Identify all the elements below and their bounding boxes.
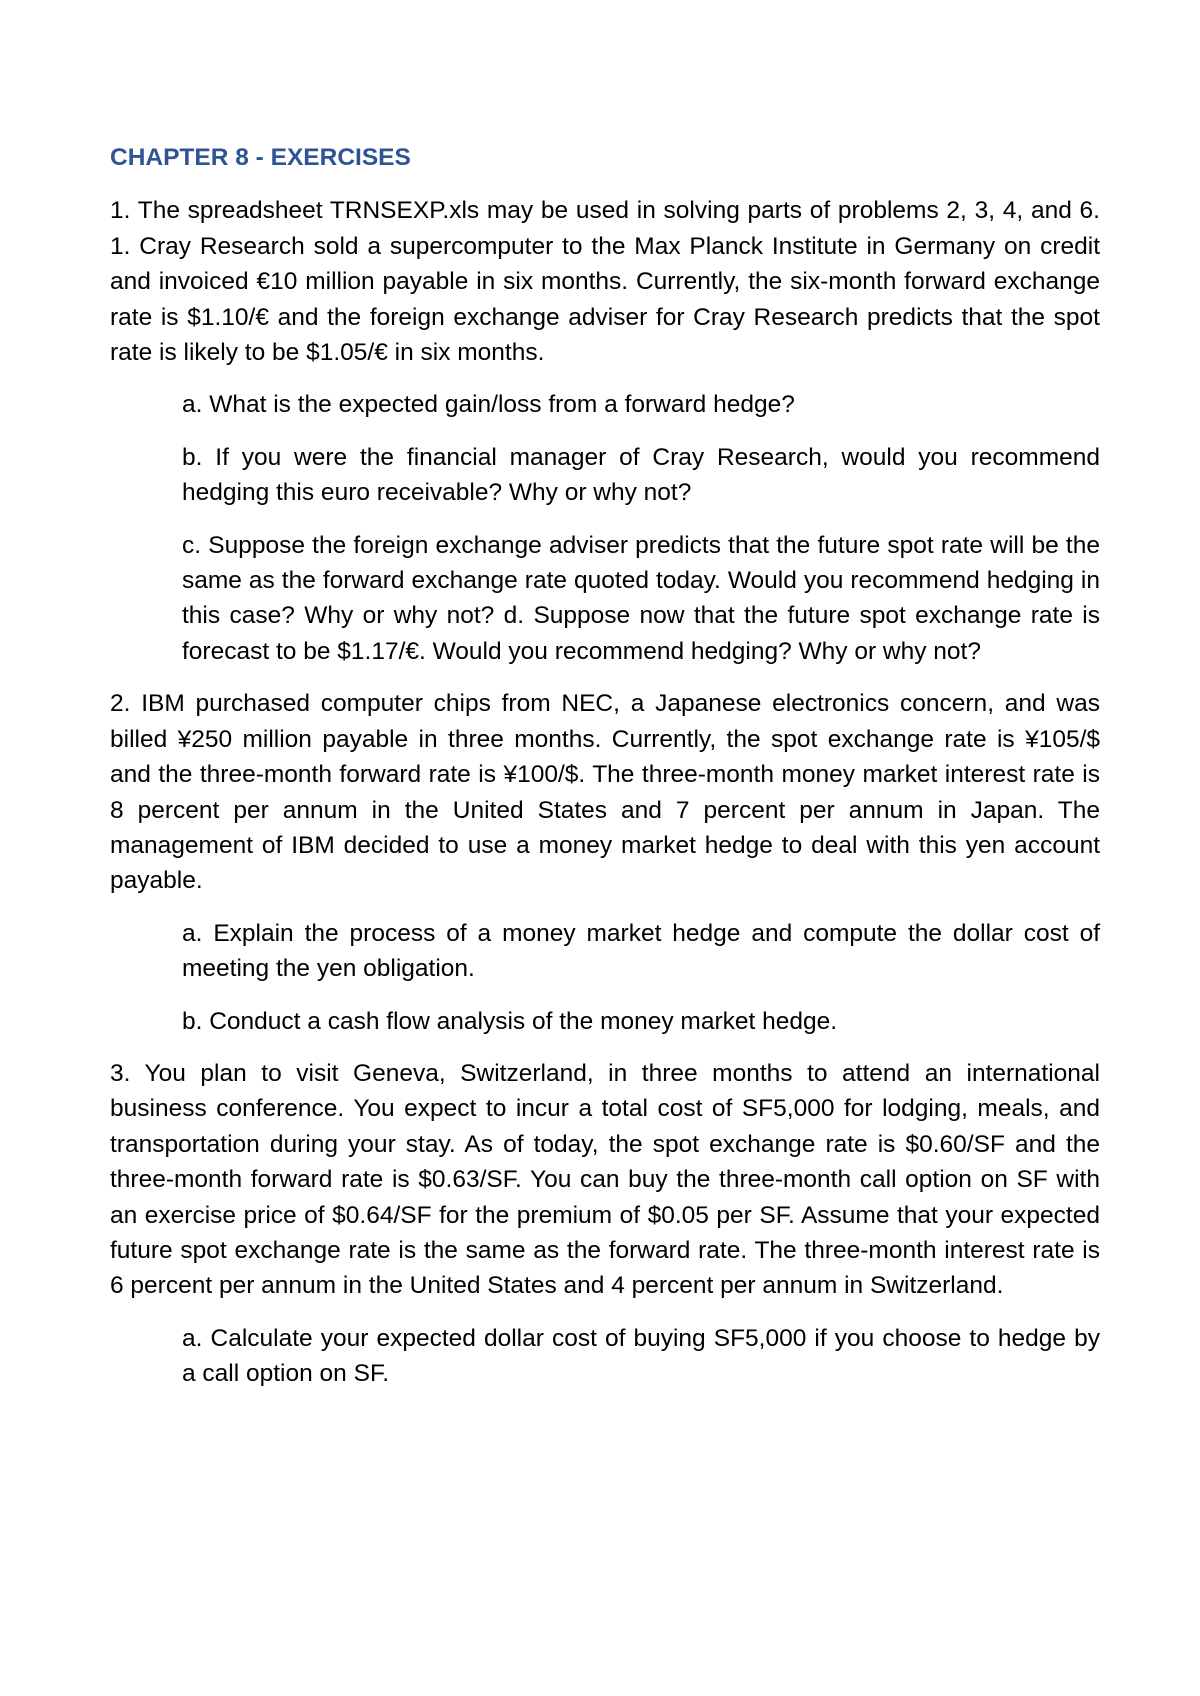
problem-2-part-a: a. Explain the process of a money market hedge and compute the dollar cost of meeting the yen obligation. (182, 919, 1100, 983)
problem-1-part-a: a. What is the expected gain/loss from a forward hedge? (182, 391, 795, 419)
problem-1-text: 1. The spreadsheet TRNSEXP.xls may be used in solving parts of problems 2, 3, 4, and 6. 1. Cray Research sold a supercomputer to the Max Planck Institute in Germany on credit and invoiced €10 million payable in six months. Currently, the six-month forward exchange rate is $1.10/€ and the foreign exchange adviser for Cray Research predicts that the spot rate is likely to be $1.05/€ in six months. (110, 197, 1100, 367)
problem-3-part-a: a. Calculate your expected dollar cost of buying SF5,000 if you choose to hedge by a call option on SF. (182, 1324, 1100, 1388)
problem-1-part-b: b. If you were the financial manager of Cray Research, would you recommend hedging this euro receivable? Why or why not? (182, 443, 1100, 507)
problem-2-part-b: b. Conduct a cash flow analysis of the money market hedge. (182, 1007, 838, 1035)
page-title: CHAPTER 8 - EXERCISES (110, 144, 411, 171)
document-page (110, 140, 1100, 1409)
problem-1-part-c: c. Suppose the foreign exchange adviser predicts that the future spot rate will be the same as the forward exchange rate quoted today. Would you recommend hedging in this case? Why or why not? d. Suppose now that the future spot exchange rate is forecast to be $1.17/€. Would you recommend hedging? Why or why not? (182, 531, 1100, 665)
problem-3-text: 3. You plan to visit Geneva, Switzerland, in three months to attend an international business conference. You expect to incur a total cost of SF5,000 for lodging, meals, and transportation during your stay. As of today, the spot exchange rate is $0.60/SF and the three-month forward rate is $0.63/SF. You can buy the three-month call option on SF with an exercise price of $0.64/SF for the premium of $0.05 per SF. Assume that your expected future spot exchange rate is the same as the forward rate. The three-month interest rate is 6 percent per annum in the United States and 4 percent per annum in Switzerland. (110, 1059, 1100, 1300)
problem-2-text: 2. IBM purchased computer chips from NEC, a Japanese electronics concern, and was billed ¥250 million payable in three months. Currently, the spot exchange rate is ¥105/$ and the three-month forward rate is ¥100/$. The three-month money market interest rate is 8 percent per annum in the United States and 7 percent per annum in Japan. The management of IBM decided to use a money market hedge to deal with this yen account payable. (110, 690, 1100, 895)
